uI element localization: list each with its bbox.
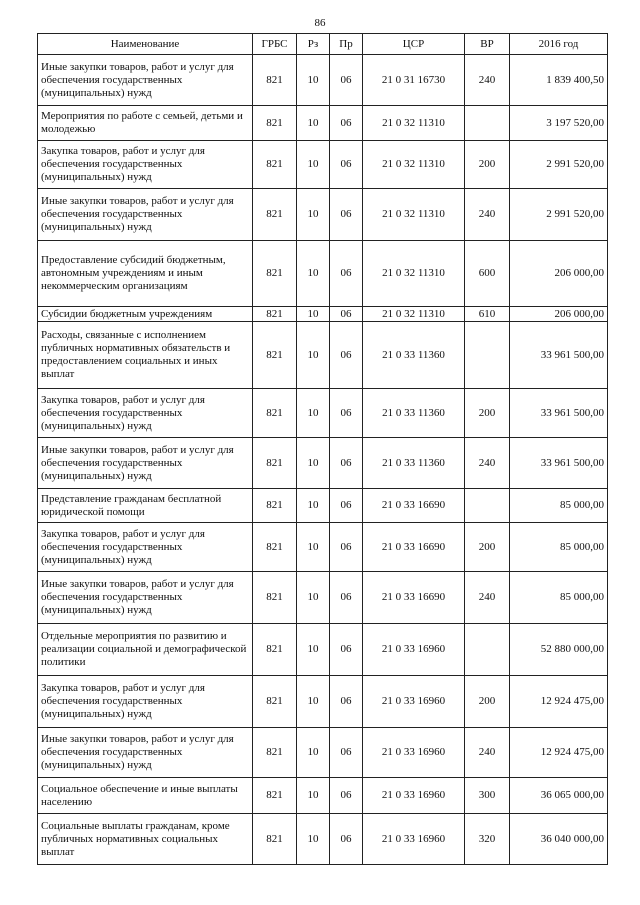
row-name: Закупка товаров, работ и услуг для обеспечения государственных (муниципальных) нужд	[38, 389, 253, 438]
row-csr: 21 0 33 16690	[363, 572, 465, 624]
row-amount: 36 040 000,00	[510, 814, 608, 865]
row-rz: 10	[297, 572, 330, 624]
row-amount: 2 991 520,00	[510, 189, 608, 241]
table-row	[38, 141, 608, 189]
row-vr: 240	[465, 189, 510, 241]
row-amount: 85 000,00	[510, 523, 608, 572]
row-amount: 12 924 475,00	[510, 728, 608, 778]
row-rz: 10	[297, 624, 330, 676]
row-pr: 06	[330, 241, 363, 307]
row-rz: 10	[297, 307, 330, 322]
row-csr: 21 0 32 11310	[363, 106, 465, 141]
row-rz: 10	[297, 814, 330, 865]
row-csr: 21 0 33 16960	[363, 728, 465, 778]
row-vr: 300	[465, 778, 510, 814]
row-vr: 600	[465, 241, 510, 307]
row-amount: 33 961 500,00	[510, 389, 608, 438]
row-rz: 10	[297, 676, 330, 728]
table-row	[38, 55, 608, 106]
row-vr: 240	[465, 55, 510, 106]
row-rz: 10	[297, 389, 330, 438]
table-row	[38, 676, 608, 728]
row-grbs: 821	[253, 814, 297, 865]
row-amount: 33 961 500,00	[510, 438, 608, 489]
row-vr	[465, 106, 510, 141]
row-grbs: 821	[253, 523, 297, 572]
table-row	[38, 322, 608, 389]
table-row	[38, 814, 608, 865]
row-grbs: 821	[253, 189, 297, 241]
row-name: Социальные выплаты гражданам, кроме публичных нормативных социальных выплат	[38, 814, 253, 865]
row-name: Социальное обеспечение и иные выплаты населению	[38, 778, 253, 814]
table-row	[38, 624, 608, 676]
row-csr: 21 0 32 11310	[363, 241, 465, 307]
row-csr: 21 0 33 16960	[363, 814, 465, 865]
row-pr: 06	[330, 489, 363, 523]
header-grbs: ГРБС	[253, 34, 297, 55]
row-rz: 10	[297, 106, 330, 141]
header-pr: Пр	[330, 34, 363, 55]
table-row	[38, 241, 608, 307]
row-vr: 320	[465, 814, 510, 865]
row-rz: 10	[297, 778, 330, 814]
row-vr: 240	[465, 728, 510, 778]
row-grbs: 821	[253, 141, 297, 189]
row-vr: 240	[465, 438, 510, 489]
table-row	[38, 728, 608, 778]
row-name: Закупка товаров, работ и услуг для обеспечения государственных (муниципальных) нужд	[38, 141, 253, 189]
table-row	[38, 106, 608, 141]
row-amount: 1 839 400,50	[510, 55, 608, 106]
row-vr: 200	[465, 141, 510, 189]
row-csr: 21 0 33 11360	[363, 322, 465, 389]
row-pr: 06	[330, 189, 363, 241]
row-grbs: 821	[253, 438, 297, 489]
header-csr: ЦСР	[363, 34, 465, 55]
row-grbs: 821	[253, 322, 297, 389]
row-vr: 610	[465, 307, 510, 322]
row-name: Закупка товаров, работ и услуг для обеспечения государственных (муниципальных) нужд	[38, 523, 253, 572]
row-name: Мероприятия по работе с семьей, детьми и молодежью	[38, 106, 253, 141]
row-grbs: 821	[253, 778, 297, 814]
row-vr: 240	[465, 572, 510, 624]
row-rz: 10	[297, 141, 330, 189]
row-rz: 10	[297, 55, 330, 106]
header-amount: 2016 год	[510, 34, 608, 55]
row-pr: 06	[330, 106, 363, 141]
row-name: Иные закупки товаров, работ и услуг для обеспечения государственных (муниципальных) нужд	[38, 189, 253, 241]
row-rz: 10	[297, 241, 330, 307]
row-pr: 06	[330, 523, 363, 572]
table-row	[38, 389, 608, 438]
row-pr: 06	[330, 572, 363, 624]
table-header-row	[38, 34, 608, 55]
row-csr: 21 0 33 16690	[363, 523, 465, 572]
row-grbs: 821	[253, 489, 297, 523]
header-rz: Рз	[297, 34, 330, 55]
row-name: Расходы, связанные с исполнением публичных нормативных обязательств и предоставлением социальных и иных выплат	[38, 322, 253, 389]
row-name: Закупка товаров, работ и услуг для обеспечения государственных (муниципальных) нужд	[38, 676, 253, 728]
row-pr: 06	[330, 389, 363, 438]
row-csr: 21 0 33 16960	[363, 778, 465, 814]
row-csr: 21 0 33 11360	[363, 389, 465, 438]
row-rz: 10	[297, 728, 330, 778]
row-pr: 06	[330, 814, 363, 865]
row-grbs: 821	[253, 676, 297, 728]
row-name: Иные закупки товаров, работ и услуг для обеспечения государственных (муниципальных) нужд	[38, 728, 253, 778]
row-amount: 3 197 520,00	[510, 106, 608, 141]
row-amount: 12 924 475,00	[510, 676, 608, 728]
row-name: Предоставление субсидий бюджетным, автономным учреждениям и иным некоммерческим организациям	[38, 241, 253, 307]
row-vr	[465, 624, 510, 676]
row-rz: 10	[297, 489, 330, 523]
row-vr: 200	[465, 389, 510, 438]
row-name: Иные закупки товаров, работ и услуг для обеспечения государственных (муниципальных) нужд	[38, 438, 253, 489]
row-grbs: 821	[253, 572, 297, 624]
row-rz: 10	[297, 438, 330, 489]
row-vr	[465, 489, 510, 523]
row-vr: 200	[465, 676, 510, 728]
row-grbs: 821	[253, 106, 297, 141]
table-row	[38, 778, 608, 814]
table-row	[38, 189, 608, 241]
row-pr: 06	[330, 307, 363, 322]
row-amount: 206 000,00	[510, 241, 608, 307]
row-name: Иные закупки товаров, работ и услуг для обеспечения государственных (муниципальных) нужд	[38, 55, 253, 106]
row-name: Субсидии бюджетным учреждениям	[38, 307, 253, 322]
table-row	[38, 523, 608, 572]
row-pr: 06	[330, 676, 363, 728]
header-vr: ВР	[465, 34, 510, 55]
row-csr: 21 0 32 11310	[363, 189, 465, 241]
row-amount: 206 000,00	[510, 307, 608, 322]
row-csr: 21 0 33 11360	[363, 438, 465, 489]
row-grbs: 821	[253, 307, 297, 322]
row-amount: 52 880 000,00	[510, 624, 608, 676]
row-amount: 36 065 000,00	[510, 778, 608, 814]
row-csr: 21 0 31 16730	[363, 55, 465, 106]
row-rz: 10	[297, 189, 330, 241]
row-pr: 06	[330, 141, 363, 189]
row-amount: 85 000,00	[510, 572, 608, 624]
row-csr: 21 0 32 11310	[363, 307, 465, 322]
row-pr: 06	[330, 778, 363, 814]
row-grbs: 821	[253, 624, 297, 676]
row-csr: 21 0 32 11310	[363, 141, 465, 189]
table-row	[38, 307, 608, 322]
row-amount: 85 000,00	[510, 489, 608, 523]
row-csr: 21 0 33 16960	[363, 624, 465, 676]
table-row	[38, 572, 608, 624]
row-csr: 21 0 33 16690	[363, 489, 465, 523]
row-pr: 06	[330, 624, 363, 676]
header-name: Наименование	[38, 34, 253, 55]
row-csr: 21 0 33 16960	[363, 676, 465, 728]
row-grbs: 821	[253, 728, 297, 778]
row-rz: 10	[297, 523, 330, 572]
row-grbs: 821	[253, 55, 297, 106]
row-pr: 06	[330, 438, 363, 489]
row-pr: 06	[330, 55, 363, 106]
row-rz: 10	[297, 322, 330, 389]
row-grbs: 821	[253, 389, 297, 438]
row-vr	[465, 322, 510, 389]
row-amount: 33 961 500,00	[510, 322, 608, 389]
row-amount: 2 991 520,00	[510, 141, 608, 189]
row-pr: 06	[330, 728, 363, 778]
row-grbs: 821	[253, 241, 297, 307]
row-vr: 200	[465, 523, 510, 572]
row-name: Представление гражданам бесплатной юридической помощи	[38, 489, 253, 523]
budget-table	[37, 33, 608, 865]
page-number: 86	[314, 17, 326, 29]
row-name: Отдельные мероприятия по развитию и реализации социальной и демографической политики	[38, 624, 253, 676]
row-pr: 06	[330, 322, 363, 389]
table-row	[38, 489, 608, 523]
row-name: Иные закупки товаров, работ и услуг для обеспечения государственных (муниципальных) нужд	[38, 572, 253, 624]
table-row	[38, 438, 608, 489]
